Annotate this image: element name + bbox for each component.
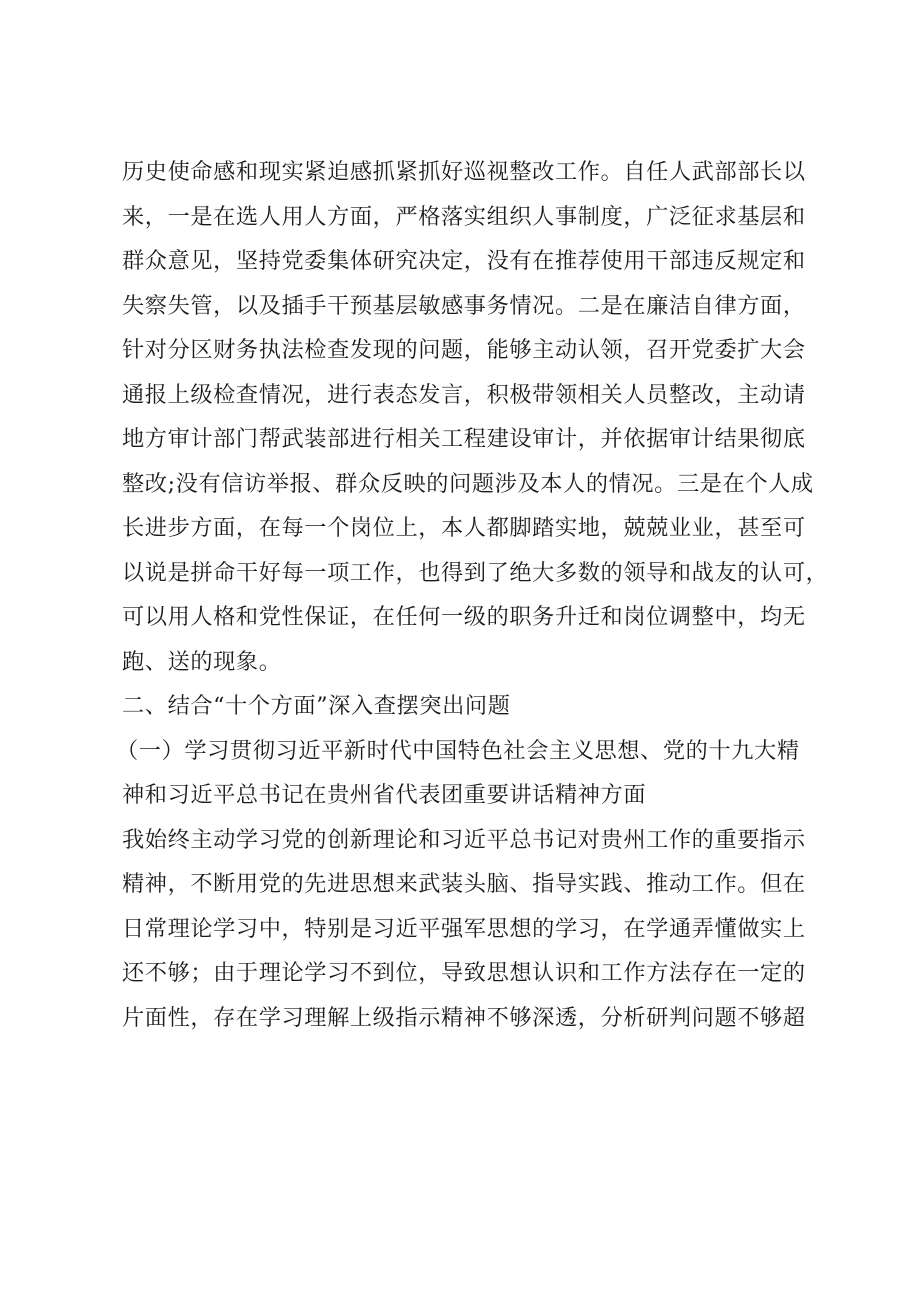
body-line: 历史使命感和现实紧迫感抓紧抓好巡视整改工作。自任人武部部长以 — [122, 159, 806, 185]
body-line: 跑、送的现象。 — [122, 648, 282, 675]
subsection-heading: 神和习近平总书记在贵州省代表团重要讲话精神方面 — [122, 782, 647, 808]
body-line: 可以用人格和党性保证，在任何一级的职务升迁和岗位调整中，均无 — [122, 604, 806, 630]
subsection-heading: （一）学习贯彻习近平新时代中国特色社会主义思想、党的十九大精 — [116, 737, 800, 764]
document-body — [116, 150, 842, 1040]
body-line: 以说是拼命干好每一项工作，也得到了绝大多数的领导和战友的认可， — [122, 559, 829, 586]
body-line: 地方审计部门帮武装部进行相关工程建设审计，并依据审计结果彻底 — [122, 426, 806, 452]
body-line: 精神，不断用党的先进思想来武装头脑、指导实践、推动工作。但在 — [122, 871, 806, 897]
body-line: 还不够；由于理论学习不到位，导致思想认识和工作方法存在一定的 — [122, 960, 806, 986]
body-line: 通报上级检查情况，进行表态发言，积极带领相关人员整改，主动请 — [122, 381, 806, 408]
body-line: 针对分区财务执法检查发现的问题，能够主动认领，召开党委扩大会 — [122, 337, 806, 363]
body-line: 群众意见，坚持党委集体研究决定，没有在推荐使用干部违反规定和 — [122, 248, 806, 274]
body-line: 失察失管，以及插手干预基层敏感事务情况。二是在廉洁自律方面， — [122, 292, 806, 319]
body-line: 来，一是在选人用人方面，严格落实组织人事制度，广泛征求基层和 — [122, 203, 806, 230]
body-line: 我始终主动学习党的创新理论和习近平总书记对贵州工作的重要指示 — [122, 826, 806, 853]
body-line: 整改;没有信访举报、群众反映的问题涉及本人的情况。三是在个人成 — [122, 470, 814, 497]
section-heading: 二、结合“十个方面”深入查摆突出问题 — [122, 693, 511, 719]
body-line: 片面性，存在学习理解上级指示精神不够深透，分析研判问题不够超 — [122, 1004, 806, 1031]
body-line: 日常理论学习中，特别是习近平强军思想的学习，在学通弄懂做实上 — [122, 915, 806, 942]
body-line: 长进步方面，在每一个岗位上，本人都脚踏实地，兢兢业业，甚至可 — [122, 515, 806, 541]
